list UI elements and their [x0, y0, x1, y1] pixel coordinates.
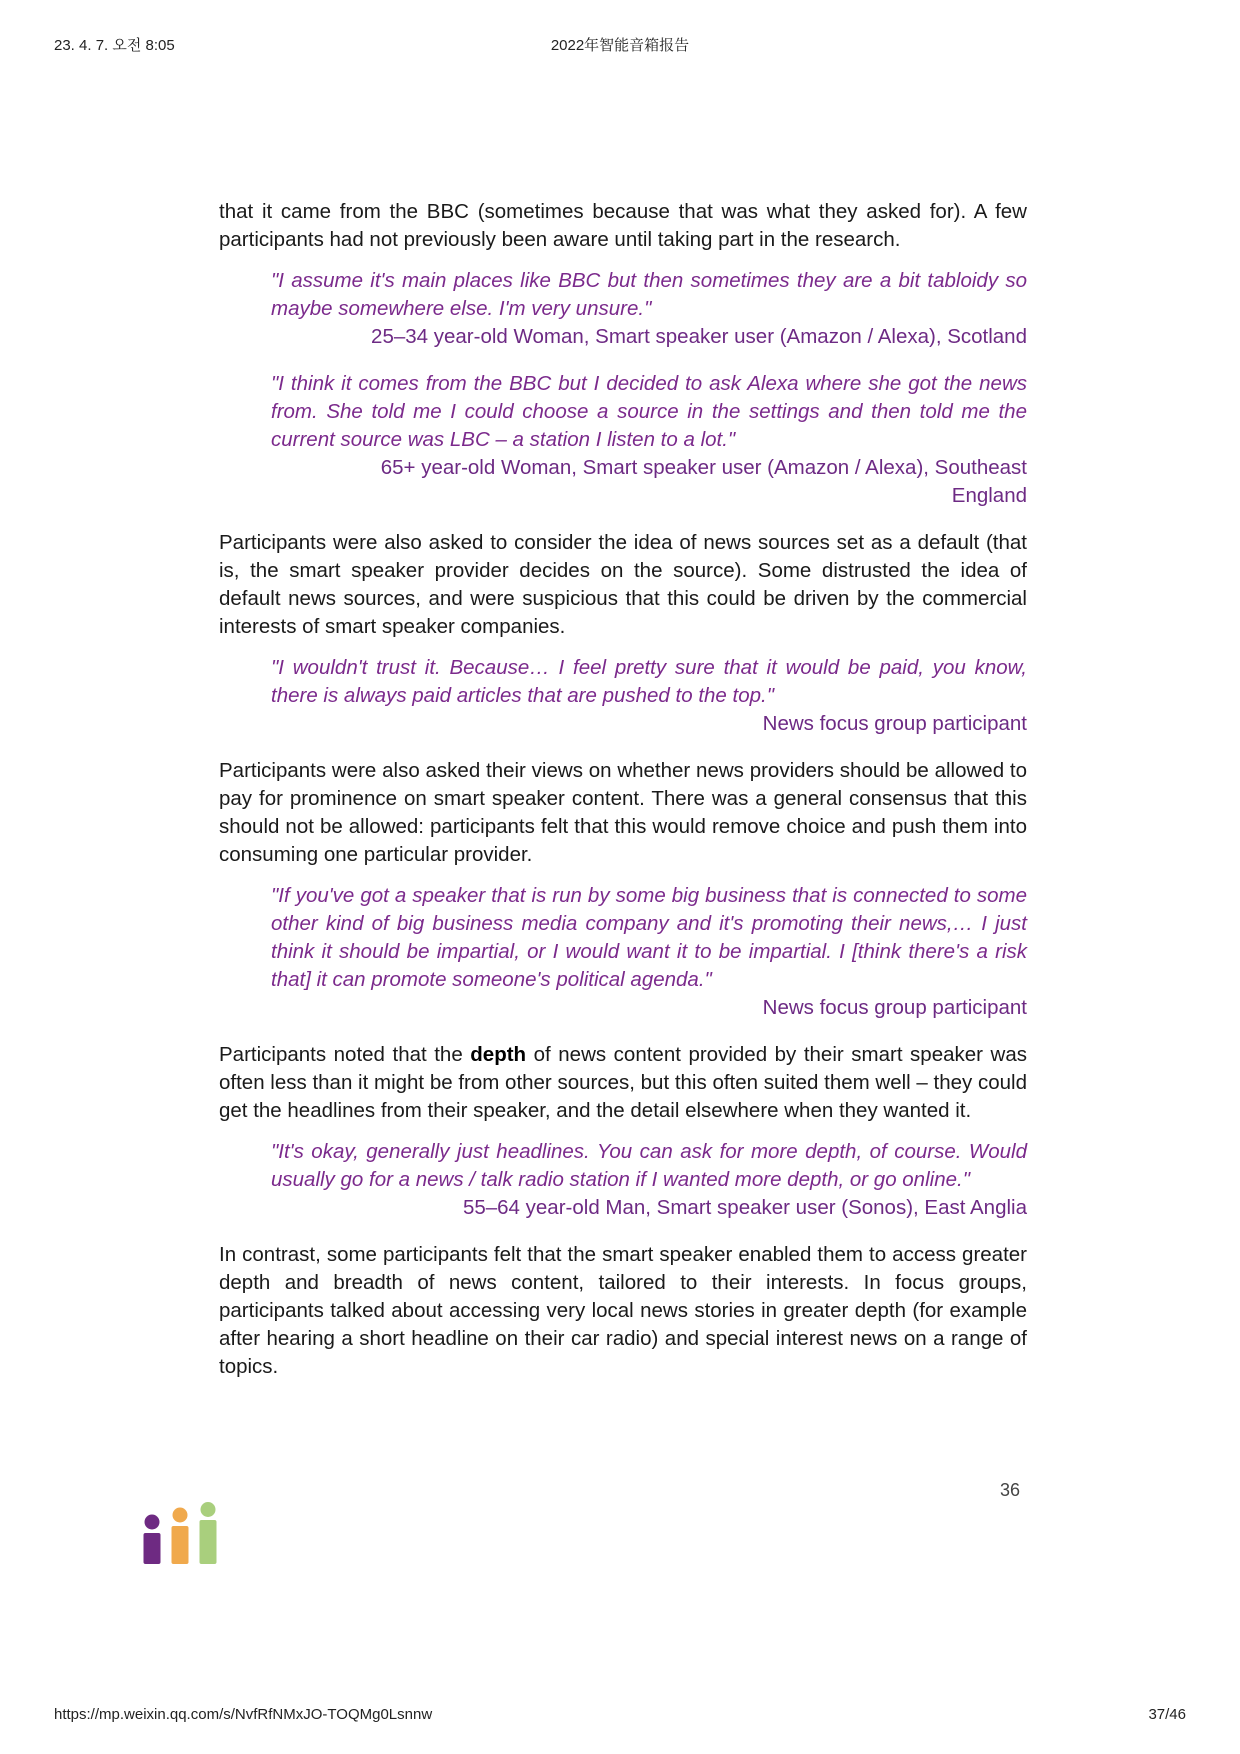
quote-block — [271, 882, 1027, 1022]
logo-head-green — [201, 1502, 216, 1517]
paragraph-text: Participants noted that the — [219, 1043, 471, 1066]
quote-attribution: 65+ year-old Woman, Smart speaker user (Amazon / Alexa), Southeast England — [380, 456, 1027, 507]
paragraph: Participants were also asked to consider the idea of news sources set as a default (that is, the smart speaker provider decides on the source). Some distrusted the idea of default news sources, and were suspicious that this could be driven by the commercial interests of smart speaker companies. — [219, 531, 1027, 638]
paragraph: Participants were also asked their views on whether news providers should be allowed to pay for prominence on smart speaker content. There was a general consensus that this should not be allowed: participants felt that this would remove choice and push them into consuming one particular provider. — [219, 759, 1027, 866]
logo-head-purple — [145, 1515, 160, 1530]
print-page-title: 2022年智能音箱报告 — [550, 37, 690, 54]
paragraph: that it came from the BBC (sometimes because that was what they asked for). A few participants had not previously been aware until taking part in the research. — [219, 200, 1027, 251]
quote-block — [271, 267, 1027, 351]
print-footer — [54, 1706, 1186, 1728]
quote-block — [271, 1138, 1027, 1222]
quote-attribution: 55–64 year-old Man, Smart speaker user (Sonos), East Anglia — [462, 1196, 1027, 1219]
print-timestamp: 23. 4. 7. 오전 8:05 — [54, 37, 175, 54]
logo-body-orange — [172, 1526, 189, 1564]
three-people-logo-icon — [140, 1502, 230, 1564]
quote-attribution: News focus group participant — [762, 996, 1027, 1019]
quote-attribution: 25–34 year-old Woman, Smart speaker user (Amazon / Alexa), Scotland — [371, 325, 1027, 348]
quote-attribution: News focus group participant — [762, 712, 1027, 735]
logo-body-purple — [144, 1533, 161, 1564]
quote-text: "It's okay, generally just headlines. You can ask for more depth, of course. Would usually go for a news / talk radio station if I wanted more depth, or go online." — [271, 1140, 1027, 1191]
paragraph-text: of news content provided by their smart speaker was often less than it might be from other sources, but this often suited them well – they could get the headlines from their speaker, and the detail elsewhere when they wanted it. — [219, 1043, 1027, 1122]
quote-text: "I assume it's main places like BBC but then sometimes they are a bit tabloidy so maybe somewhere else. I'm very unsure." — [271, 269, 1027, 320]
quote-text: "If you've got a speaker that is run by some big business that is connected to some other kind of big business media company and it's promoting their news,… I just think it should be impartial, or I would want it to be impartial. I [think there's a risk that] it can promote someone's political agenda." — [271, 884, 1027, 991]
paragraph — [219, 1041, 1027, 1125]
page-url: https://mp.weixin.qq.com/s/NvfRfNMxJO-TOQMg0Lsnnw — [54, 1706, 433, 1723]
paragraph: In contrast, some participants felt that the smart speaker enabled them to access greater depth and breadth of news content, tailored to their interests. In focus groups, participants talked about accessing very local news stories in greater depth (for example after hearing a short headline on their car radio) and special interest news on a range of topics. — [219, 1243, 1027, 1378]
document-body — [219, 198, 1027, 1381]
quote-block — [271, 654, 1027, 738]
quote-text: "I think it comes from the BBC but I decided to ask Alexa where she got the news from. She told me I could choose a source in the settings and then told me the current source was LBC – a station I listen to a lot." — [271, 372, 1027, 451]
logo-head-orange — [173, 1508, 188, 1523]
quote-text: "I wouldn't trust it. Because… I feel pretty sure that it would be paid, you know, there is always paid articles that are pushed to the top." — [271, 656, 1027, 707]
page-number: 36 — [999, 1480, 1020, 1500]
emphasized-term: depth — [470, 1043, 527, 1066]
quote-block — [271, 370, 1027, 510]
print-header — [54, 34, 1186, 56]
logo-body-green — [200, 1520, 217, 1564]
print-page-count: 37/46 — [1148, 1706, 1186, 1723]
